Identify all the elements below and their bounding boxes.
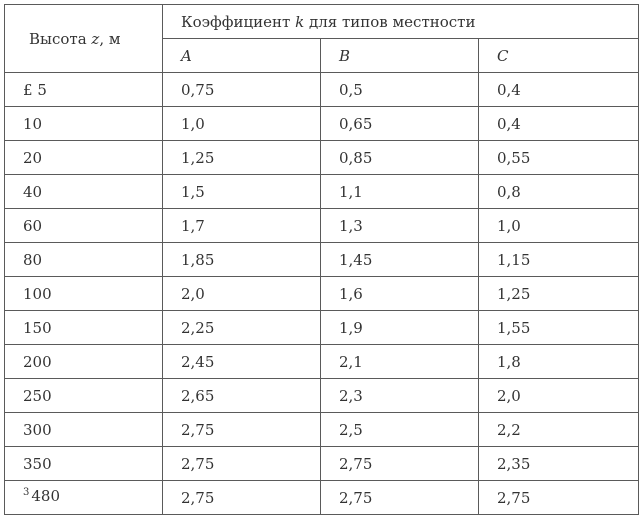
- coef-c-cell: 0,4: [479, 107, 639, 141]
- coef-c-cell: 2,0: [479, 379, 639, 413]
- coef-c-cell: 0,8: [479, 175, 639, 209]
- coef-c-cell: 2,75: [479, 481, 639, 515]
- table-row: [5, 209, 639, 243]
- coef-a-cell: 2,0: [163, 277, 321, 311]
- coef-b-cell: 2,75: [321, 447, 479, 481]
- coef-b-cell: 0,85: [321, 141, 479, 175]
- table-row: [5, 243, 639, 277]
- coef-header-var: k: [295, 12, 305, 31]
- coef-b-cell: 2,75: [321, 481, 479, 515]
- height-value: 20: [23, 148, 43, 167]
- coef-c-cell: 1,25: [479, 277, 639, 311]
- coef-a-cell: 1,0: [163, 107, 321, 141]
- table-row: [5, 311, 639, 345]
- height-symbol: £: [23, 80, 33, 99]
- height-cell: [5, 345, 163, 379]
- coef-b-cell: 1,6: [321, 277, 479, 311]
- coef-a-cell: 0,75: [163, 73, 321, 107]
- terrain-type-b-header: B: [321, 39, 479, 73]
- table-row: [5, 141, 639, 175]
- height-cell: [5, 209, 163, 243]
- coef-b-cell: 0,65: [321, 107, 479, 141]
- height-value: 200: [23, 352, 52, 371]
- coef-a-cell: 2,75: [163, 413, 321, 447]
- height-value: 350: [23, 454, 52, 473]
- coef-a-cell: 2,45: [163, 345, 321, 379]
- coef-b-cell: 1,9: [321, 311, 479, 345]
- coef-header-prefix: Коэффициент: [181, 12, 296, 31]
- height-cell: [5, 311, 163, 345]
- height-header-suffix: , м: [99, 29, 121, 48]
- coef-c-cell: 1,0: [479, 209, 639, 243]
- table-row: [5, 447, 639, 481]
- height-value: 300: [23, 420, 52, 439]
- height-column-header: [5, 5, 163, 73]
- coef-a-cell: 1,5: [163, 175, 321, 209]
- height-value: 60: [23, 216, 43, 235]
- terrain-type-c-header: C: [479, 39, 639, 73]
- terrain-type-a-header: A: [163, 39, 321, 73]
- height-value: 480: [31, 487, 61, 505]
- coef-c-cell: 1,8: [479, 345, 639, 379]
- coef-a-cell: 2,75: [163, 481, 321, 515]
- coef-c-cell: 2,35: [479, 447, 639, 481]
- height-cell: [5, 447, 163, 481]
- wind-coefficient-table: [4, 4, 639, 515]
- coef-c-cell: 0,55: [479, 141, 639, 175]
- coef-b-cell: 1,45: [321, 243, 479, 277]
- coef-a-cell: 1,7: [163, 209, 321, 243]
- coef-header-suffix: для типов местности: [304, 12, 476, 31]
- coef-c-cell: 2,2: [479, 413, 639, 447]
- coef-b-cell: 0,5: [321, 73, 479, 107]
- coef-b-cell: 2,5: [321, 413, 479, 447]
- coefficient-column-header: [163, 5, 639, 39]
- coef-b-cell: 2,1: [321, 345, 479, 379]
- height-value: 80: [23, 250, 43, 269]
- table-row: [5, 345, 639, 379]
- header-row: [5, 5, 639, 39]
- height-cell: [5, 481, 163, 515]
- coef-a-cell: 1,85: [163, 243, 321, 277]
- height-value: 40: [23, 182, 43, 201]
- table-row: [5, 413, 639, 447]
- coef-a-cell: 1,25: [163, 141, 321, 175]
- table-row: [5, 73, 639, 107]
- height-header-var: z: [91, 29, 100, 48]
- coef-c-cell: 1,15: [479, 243, 639, 277]
- coef-a-cell: 2,25: [163, 311, 321, 345]
- coef-c-cell: 0,4: [479, 73, 639, 107]
- coef-c-cell: 1,55: [479, 311, 639, 345]
- height-value: 10: [23, 114, 43, 133]
- height-value: 5: [37, 80, 47, 99]
- height-cell: [5, 175, 163, 209]
- table-row: [5, 277, 639, 311]
- height-cell: [5, 141, 163, 175]
- height-header-prefix: Высота: [29, 29, 92, 48]
- height-value: 150: [23, 318, 52, 337]
- coef-a-cell: 2,65: [163, 379, 321, 413]
- coef-a-cell: 2,75: [163, 447, 321, 481]
- height-value: 100: [23, 284, 52, 303]
- height-cell: [5, 73, 163, 107]
- height-cell: [5, 243, 163, 277]
- table-row: [5, 379, 639, 413]
- coef-b-cell: 1,1: [321, 175, 479, 209]
- height-value: 250: [23, 386, 52, 405]
- table-row: [5, 481, 639, 515]
- height-cell: [5, 379, 163, 413]
- height-cell: [5, 277, 163, 311]
- table-row: [5, 107, 639, 141]
- height-cell: [5, 107, 163, 141]
- table-row: [5, 175, 639, 209]
- height-symbol: 3: [23, 487, 30, 498]
- coef-b-cell: 2,3: [321, 379, 479, 413]
- coef-b-cell: 1,3: [321, 209, 479, 243]
- height-cell: [5, 413, 163, 447]
